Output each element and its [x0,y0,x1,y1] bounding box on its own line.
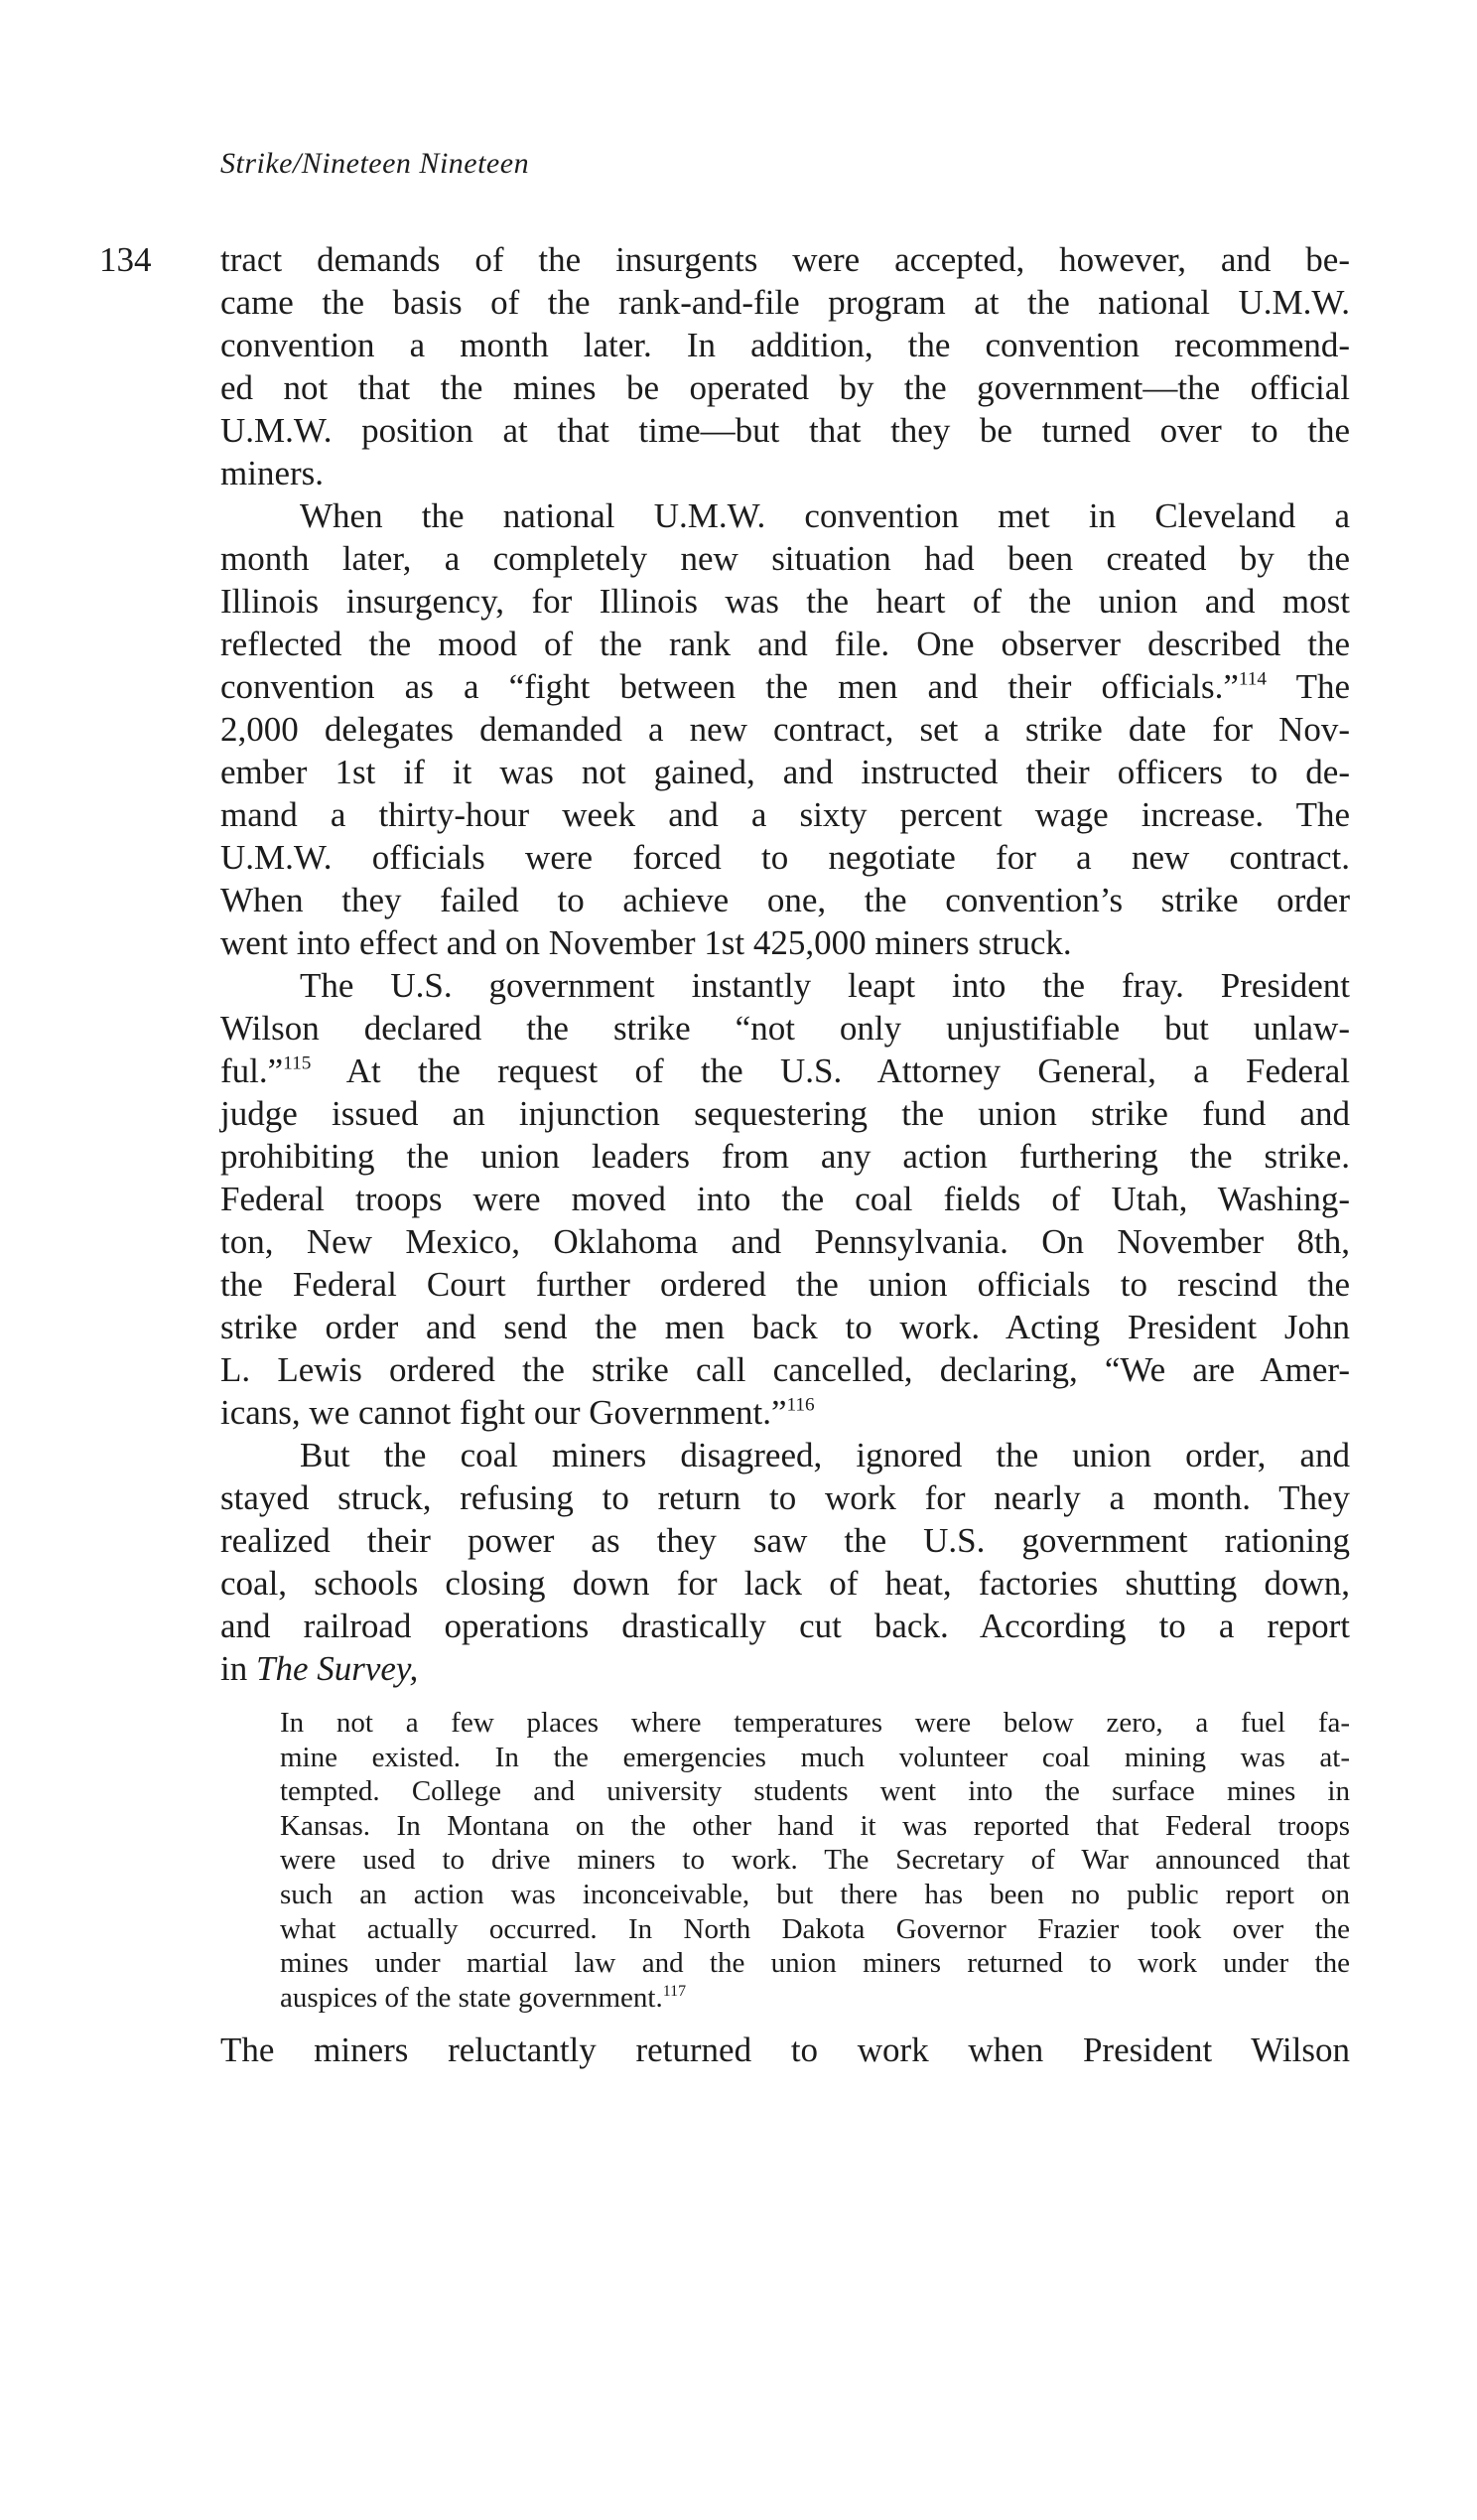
running-head: Strike/Nineteen Nineteen [220,147,530,180]
quote-line: Kansas. In Montana on the other hand it was reported that Federal troops [280,1809,1350,1842]
text-line [220,1391,1350,1434]
paragraph-4 [220,1434,1350,1690]
text-line: convention a month later. In addition, the convention recommend- [220,326,1350,364]
text-line: judge issued an injunction sequestering the union strike fund and [220,1094,1350,1133]
text-line [220,1647,1350,1690]
text-line: Wilson declared the strike “not only unjustifiable but unlaw- [220,1009,1350,1048]
text-line: L. Lewis ordered the strike call cancelled, declaring, “We are Amer- [220,1350,1350,1389]
quote-line: were used to drive miners to work. The Secretary of War announced that [280,1844,1350,1877]
paragraph-2 [220,494,1350,964]
text-line: realized their power as they saw the U.S. government rationing [220,1521,1350,1560]
text-line: 2,000 delegates demanded a new contract, set a strike date for Nov- [220,710,1350,749]
quote-line: such an action was inconceivable, but there has been no public report on [280,1878,1350,1910]
text-line: Illinois insurgency, for Illinois was the heart of the union and most [220,582,1350,621]
text-segment: in [220,1649,256,1688]
closing-paragraph [220,2029,1350,2071]
text-line: Federal troops were moved into the coal fields of Utah, Washing- [220,1180,1350,1218]
text-line: miners. [220,454,325,492]
text-line: reflected the mood of the rank and file. One observer described the [220,625,1350,663]
body-text [220,238,1350,2071]
text-line: The miners reluctantly returned to work when President Wilson [220,2030,1350,2070]
quote-line: tempted. College and university students went into the surface mines in [280,1775,1350,1808]
text-line: tract demands of the insurgents were accepted, however, and be- [220,240,1350,279]
text-line: ton, New Mexico, Oklahoma and Pennsylvania. On November 8th, [220,1222,1350,1261]
text-line: mand a thirty-hour week and a sixty percent wage increase. The [220,795,1350,834]
text-line: When the national U.M.W. convention met in Cleveland a [300,496,1350,535]
paragraph-1 [220,238,1350,494]
text-segment: convention as a “fight between the men and their officials.” [220,667,1239,706]
quote-line [280,1981,1350,2016]
footnote-marker-116: 116 [786,1394,815,1416]
text-line: ember 1st if it was not gained, and instructed their officers to de- [220,753,1350,791]
text-line: came the basis of the rank-and-file program at the national U.M.W. [220,283,1350,322]
text-line: coal, schools closing down for lack of heat, factories shutting down, [220,1564,1350,1603]
text-line [220,1050,1350,1092]
text-segment: ful.” [220,1051,284,1090]
quote-line: mine existed. In the emergencies much volunteer coal mining was at- [280,1741,1350,1773]
text-line: and railroad operations drastically cut back. According to a report [220,1607,1350,1645]
page-number: 134 [99,240,152,279]
text-line: went into effect and on November 1st 425,000 miners struck. [220,923,1072,962]
text-line: prohibiting the union leaders from any action furthering the strike. [220,1137,1350,1176]
text-line: U.M.W. position at that time—but that they be turned over to the [220,411,1350,450]
text-line: the Federal Court further ordered the union officials to rescind the [220,1265,1350,1304]
paragraph-3 [220,964,1350,1434]
text-segment: auspices of the state government. [280,1981,663,2014]
text-segment: The [1267,667,1350,706]
footnote-marker-115: 115 [283,1052,312,1074]
text-line: strike order and send the men back to work. Acting President John [220,1308,1350,1346]
quote-line: In not a few places where temperatures were below zero, a fuel fa- [280,1707,1350,1739]
text-segment: At the request of the U.S. Attorney General, a Federal [311,1051,1350,1090]
footnote-marker-117: 117 [662,1982,687,2000]
quote-line: what actually occurred. In North Dakota Governor Frazier took over the [280,1912,1350,1945]
footnote-marker-114: 114 [1238,668,1268,690]
quote-line: mines under martial law and the union miners returned to work under the [280,1947,1350,1980]
block-quote [220,1706,1350,2015]
source-title: The Survey, [255,1649,419,1688]
text-line: month later, a completely new situation had been created by the [220,539,1350,578]
text-line: stayed struck, refusing to return to work for nearly a month. They [220,1478,1350,1517]
text-line: But the coal miners disagreed, ignored the union order, and [300,1436,1350,1474]
text-line [220,665,1350,708]
text-line: When they failed to achieve one, the convention’s strike order [220,881,1350,919]
text-line: U.M.W. officials were forced to negotiate for a new contract. [220,838,1350,877]
text-line: ed not that the mines be operated by the government—the official [220,368,1350,407]
text-line: The U.S. government instantly leapt into the fray. President [300,966,1350,1005]
text-segment: icans, we cannot fight our Government.” [220,1393,787,1432]
